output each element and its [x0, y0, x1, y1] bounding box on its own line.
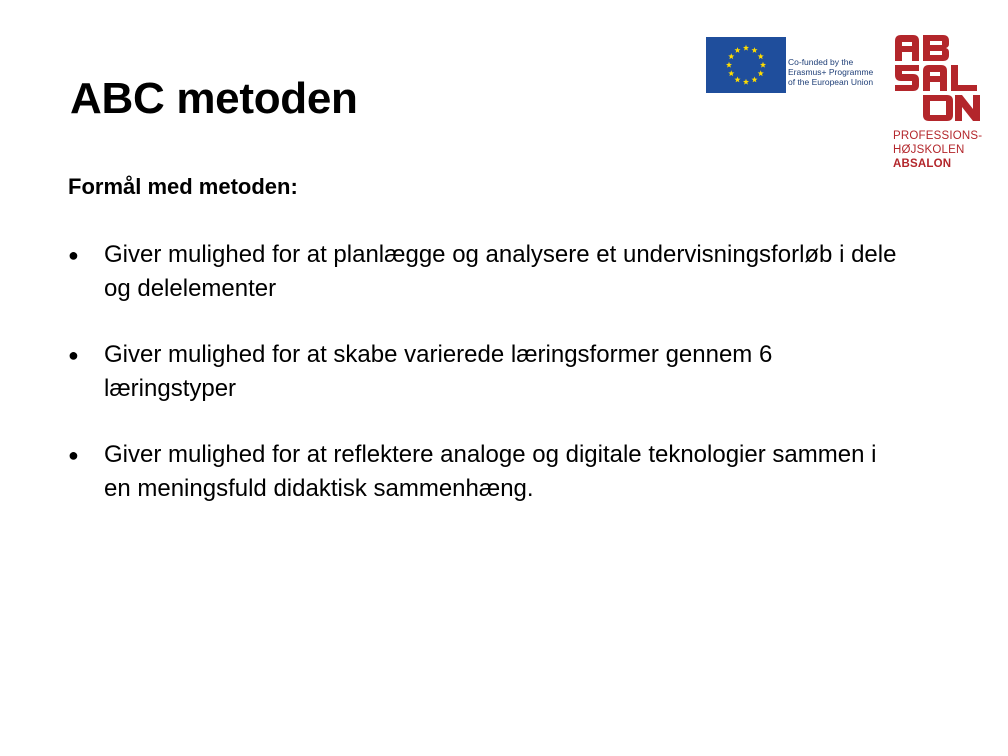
- eu-star-icon: [758, 70, 764, 76]
- slide-title: ABC metoden: [70, 74, 358, 123]
- eu-star-icon: [743, 45, 749, 51]
- absalon-line-2: HØJSKOLEN: [893, 144, 965, 156]
- eu-star-icon: [728, 53, 734, 59]
- eu-star-icon: [734, 47, 740, 53]
- eu-star-icon: [734, 77, 740, 83]
- eu-star-icon: [728, 70, 734, 76]
- eu-star-icon: [726, 62, 732, 68]
- erasmus-line-2: Erasmus+ Programme: [788, 67, 874, 77]
- eu-star-icon: [760, 62, 766, 68]
- eu-star-icon: [758, 53, 764, 59]
- bullet-text: Giver mulighed for at skabe varierede læringsformer gennem 6 læringstyper: [104, 341, 773, 402]
- bullet-dot-icon: ●: [68, 445, 79, 465]
- bullet-item: [68, 438, 908, 506]
- absalon-caption: [893, 129, 982, 171]
- slide-subtitle: Formål med metoden:: [68, 174, 298, 199]
- absalon-mark-icon: [893, 33, 993, 125]
- eu-star-icon: [743, 79, 749, 85]
- eu-flag-icon: [706, 37, 786, 93]
- erasmus-caption: [788, 57, 873, 87]
- bullet-list: [68, 238, 908, 538]
- absalon-logo: [893, 33, 993, 173]
- absalon-line-3: ABSALON: [893, 158, 952, 170]
- bullet-dot-icon: ●: [68, 245, 79, 265]
- eu-star-icon: [751, 47, 757, 53]
- erasmus-line-1: Co-funded by the: [788, 57, 854, 67]
- absalon-line-1: PROFESSIONS-: [893, 130, 983, 142]
- bullet-item: [68, 238, 908, 306]
- erasmus-logo: [706, 37, 886, 95]
- bullet-item: [68, 338, 908, 406]
- eu-star-icon: [751, 77, 757, 83]
- bullet-text: Giver mulighed for at reflektere analoge og digitale teknologier sammen i en meningsfuld didaktisk sammenhæng.: [104, 441, 877, 502]
- bullet-text: Giver mulighed for at planlægge og analysere et undervisningsforløb i dele og delelementer: [104, 241, 897, 302]
- bullet-dot-icon: ●: [68, 345, 79, 365]
- erasmus-line-3: of the European Union: [788, 77, 874, 87]
